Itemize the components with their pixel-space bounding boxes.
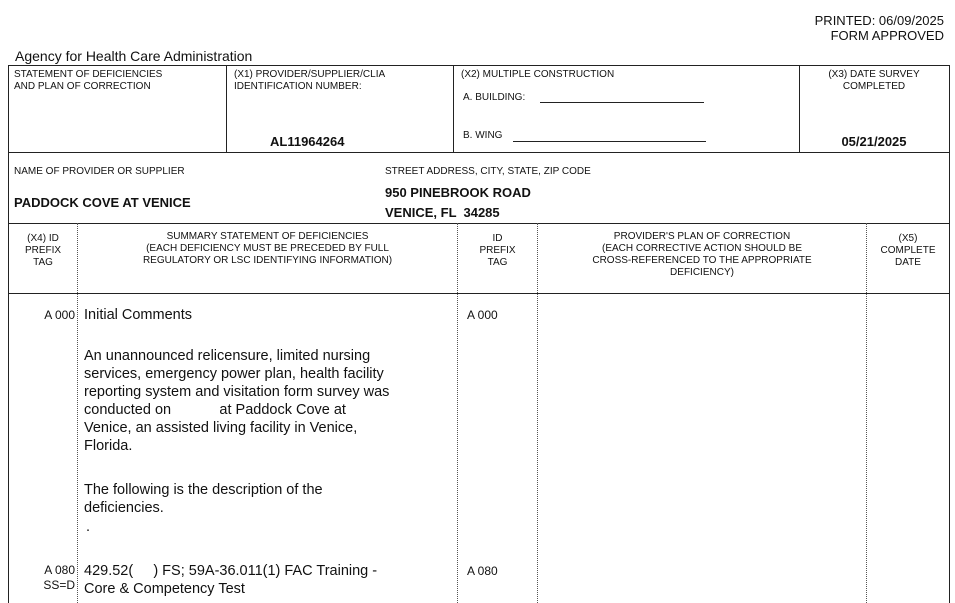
provider-name: PADDOCK COVE AT VENICE bbox=[14, 195, 191, 210]
row-title: Initial Comments bbox=[84, 307, 192, 323]
x3-label: (X3) DATE SURVEY COMPLETED bbox=[828, 69, 920, 92]
x2-label: (X2) MULTIPLE CONSTRUCTION bbox=[461, 69, 615, 80]
row-paragraph: An unannounced relicensure, limited nursing services, emergency power plan, health facility reporting system and visitation form survey was conducted on at Paddock Cove at Venice, an assisted living facility in Venice, Florida. bbox=[84, 348, 390, 454]
row-tag: A 080 SS=D bbox=[43, 563, 75, 592]
row-tag: A 000 bbox=[44, 308, 75, 322]
row-id-tag: A 080 bbox=[467, 564, 498, 578]
row-paragraph: The following is the description of the deficiencies. bbox=[84, 482, 323, 516]
statement-label: STATEMENT OF DEFICIENCIES AND PLAN OF CORRECTION bbox=[14, 69, 163, 92]
col-summary-header: SUMMARY STATEMENT OF DEFICIENCIES (EACH DEFICIENCY MUST BE PRECEDED BY FULL REGULATORY OR LSC IDENTIFYING INFORMATION) bbox=[142, 231, 393, 266]
agency-name: Agency for Health Care Administration bbox=[15, 48, 253, 64]
col-x4-header: (X4) ID PREFIX TAG bbox=[24, 233, 62, 268]
x1-label: (X1) PROVIDER/SUPPLIER/CLIA IDENTIFICATION NUMBER: bbox=[234, 69, 386, 92]
col-x5-header: (X5) COMPLETE DATE bbox=[880, 233, 936, 268]
address-line1: 950 PINEBROOK ROAD bbox=[385, 185, 531, 200]
provider-id: AL11964264 bbox=[270, 134, 345, 149]
printed-date: PRINTED: 06/09/2025 bbox=[814, 13, 944, 28]
row-id-tag: A 000 bbox=[467, 308, 498, 322]
form-approved: FORM APPROVED bbox=[830, 28, 944, 43]
survey-date: 05/21/2025 bbox=[841, 134, 907, 149]
address-label: STREET ADDRESS, CITY, STATE, ZIP CODE bbox=[385, 166, 591, 177]
provider-name-label: NAME OF PROVIDER OR SUPPLIER bbox=[14, 166, 185, 177]
building-label: A. BUILDING: bbox=[463, 92, 526, 103]
row-paragraph: . bbox=[86, 519, 91, 535]
address-line2: VENICE, FL 34285 bbox=[385, 205, 500, 220]
col-id-header: ID PREFIX TAG bbox=[479, 233, 516, 268]
wing-label: B. WING bbox=[463, 130, 503, 141]
col-plan-header: PROVIDER'S PLAN OF CORRECTION (EACH CORRECTIVE ACTION SHOULD BE CROSS-REFERENCED TO THE APPROPRIATE DEFICIENCY) bbox=[592, 231, 812, 278]
row-title: 429.52( ) FS; 59A-36.011(1) FAC Training - Core & Competency Test bbox=[84, 563, 378, 597]
